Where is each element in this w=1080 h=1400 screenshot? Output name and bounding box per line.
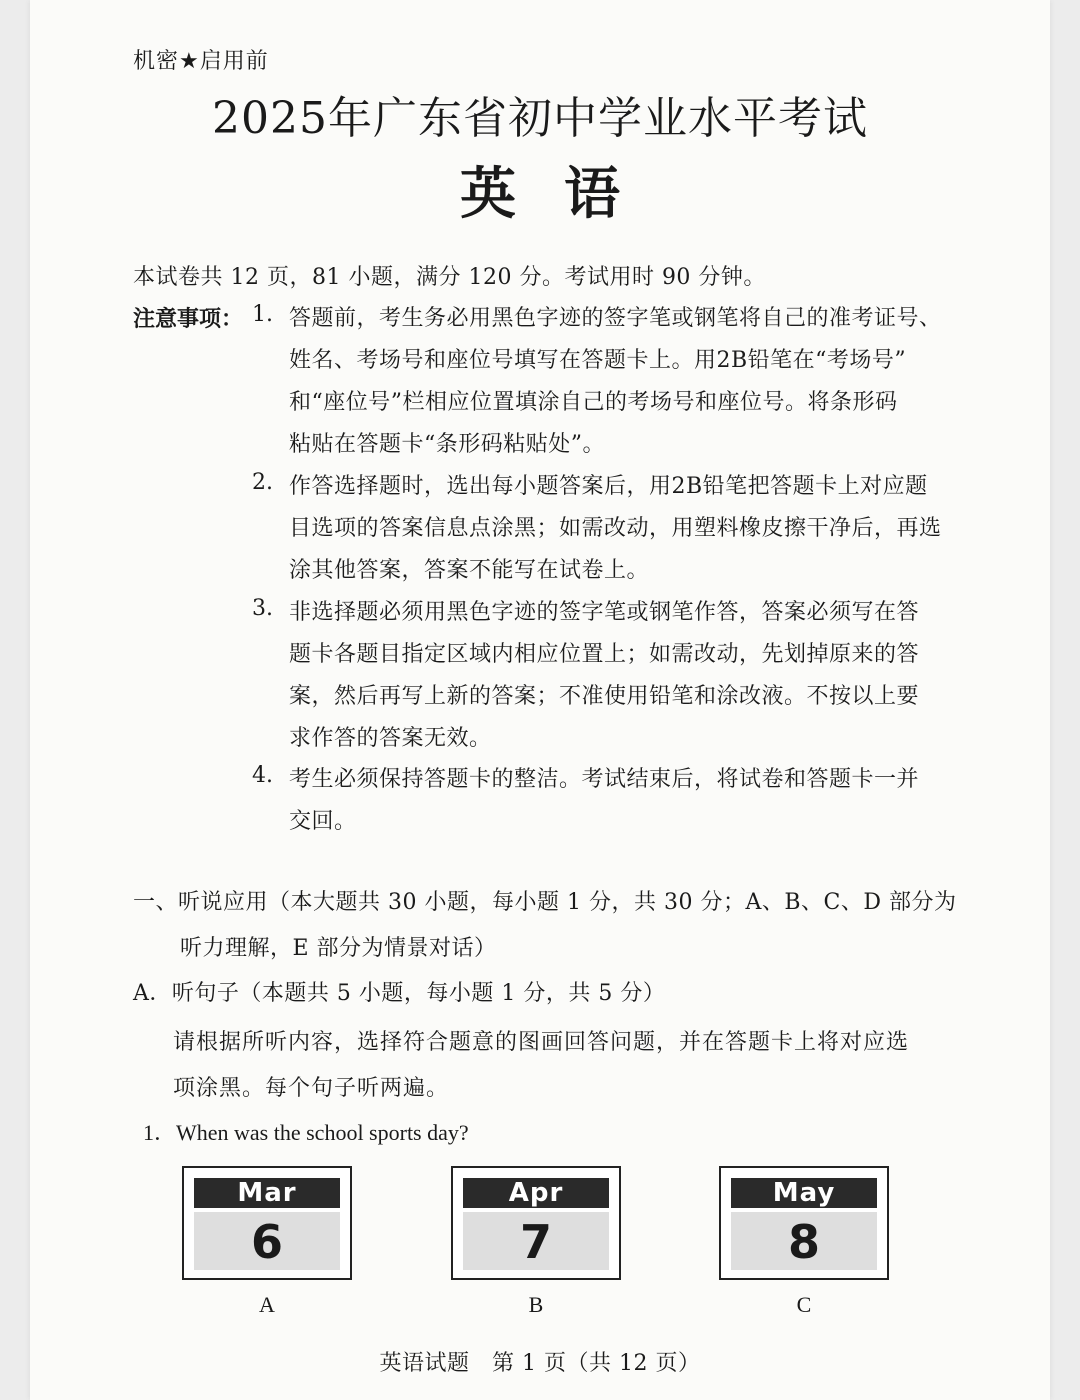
instruction-line: 请根据所听内容，选择符合题意的图画回答问题，并在答题卡上将对应选 [173,1030,910,1055]
note-number: 1. [252,302,273,327]
option-label-c: C [796,1292,812,1317]
calendar-month: May [731,1178,877,1208]
note-line: 考生必须保持答题卡的整洁。考试结束后，将试卷和答题卡一并 [289,767,920,792]
page-footer: 英语试题 第 1 页（共 12 页） [379,1351,701,1376]
calendar-day: 8 [787,1215,820,1269]
calendar-option-b[interactable] [451,1166,621,1280]
note-line: 姓名、考场号和座位号填写在答题卡上。用2B铅笔在“考场号” [289,348,907,373]
part-a-heading: A．听句子（本题共 5 小题，每小题 1 分，共 5 分） [133,981,666,1006]
note-line: 案，然后再写上新的答案；不准使用铅笔和涂改液。不按以上要 [289,684,920,709]
confidential-stamp: 机密★启用前 [133,49,269,74]
exam-title: 2025年广东省初中学业水平考试 [212,93,868,144]
option-label-b: B [528,1292,544,1317]
note-line: 交回。 [289,809,357,834]
section-heading: 一、听说应用（本大题共 30 小题，每小题 1 分，共 30 分；A、B、C、D 部分为 [133,890,957,915]
note-item [289,592,974,760]
note-line: 非选择题必须用黑色字迹的签字笔或钢笔作答，答案必须写在答 [289,600,920,625]
notes-label: 注意事项： [133,307,244,332]
note-line: 作答选择题时，选出每小题答案后，用2B铅笔把答题卡上对应题 [289,474,928,499]
calendar-month: Apr [463,1178,609,1208]
note-item [289,466,974,592]
exam-intro: 本试卷共 12 页，81 小题，满分 120 分。考试用时 90 分钟。 [133,265,766,290]
instruction-line: 项涂黑。每个句子听两遍。 [173,1076,450,1101]
note-line: 和“座位号”栏相应位置填涂自己的考场号和座位号。将条形码 [289,390,898,415]
note-line: 涂其他答案，答案不能写在试卷上。 [289,558,650,583]
question-1-text: 1．When was the school sports day? [143,1120,469,1145]
part-a-instruction [173,1020,973,1112]
section-heading-cont: 听力理解，E 部分为情景对话） [180,936,497,961]
subject-title: 英语 [460,162,668,227]
option-label-a: A [259,1292,275,1317]
note-item [289,298,974,466]
note-line: 题卡各题目指定区域内相应位置上；如需改动，先划掉原来的答 [289,642,920,667]
note-line: 目选项的答案信息点涂黑；如需改动，用塑料橡皮擦干净后，再选 [289,516,942,541]
calendar-day-box [731,1212,877,1270]
note-item [289,759,974,843]
note-number: 4. [252,763,273,788]
calendar-month: Mar [194,1178,340,1208]
calendar-day: 7 [519,1215,552,1269]
calendar-option-a[interactable] [182,1166,352,1280]
note-number: 3. [252,596,273,621]
note-line: 求作答的答案无效。 [289,726,492,751]
calendar-day-box [194,1212,340,1270]
calendar-day-box [463,1212,609,1270]
note-line: 答题前，考生务必用黑色字迹的签字笔或钢笔将自己的准考证号、 [289,306,942,331]
note-line: 粘贴在答题卡“条形码粘贴处”。 [289,432,605,457]
note-number: 2. [252,470,273,495]
calendar-day: 6 [250,1215,283,1269]
calendar-option-c[interactable] [719,1166,889,1280]
